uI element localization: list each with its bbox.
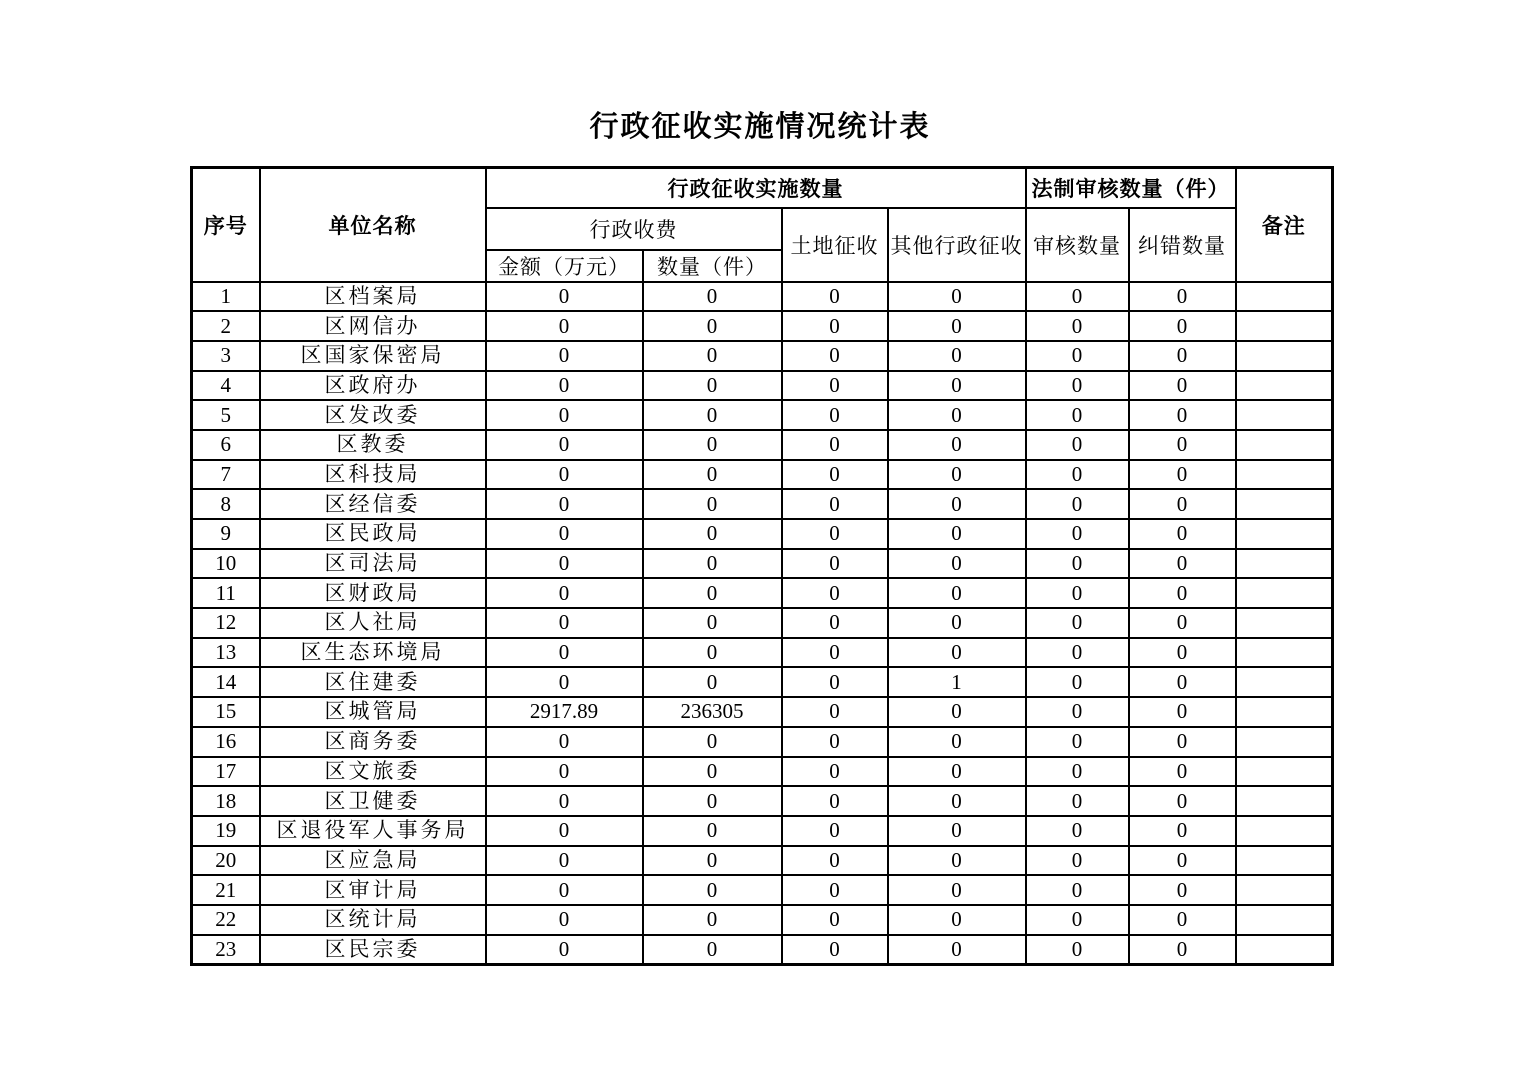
correction-count-cell: 0 <box>1129 311 1236 341</box>
land-levy-cell: 0 <box>782 371 888 401</box>
table-header <box>192 168 1333 282</box>
remark-cell <box>1236 460 1333 490</box>
table-row <box>192 816 1333 846</box>
correction-count-cell: 0 <box>1129 697 1236 727</box>
header-levy-group: 行政征收实施数量 <box>486 168 1026 208</box>
remark-cell <box>1236 875 1333 905</box>
review-count-cell: 0 <box>1026 638 1129 668</box>
statistics-table <box>190 166 1334 966</box>
correction-count-cell: 0 <box>1129 905 1236 935</box>
land-levy-cell: 0 <box>782 875 888 905</box>
quantity-cell: 0 <box>643 608 782 638</box>
row-index-cell: 8 <box>192 489 260 519</box>
header-unit-name: 单位名称 <box>260 168 486 282</box>
remark-cell <box>1236 400 1333 430</box>
row-index-cell: 16 <box>192 727 260 757</box>
table-row <box>192 578 1333 608</box>
table-row <box>192 489 1333 519</box>
land-levy-cell: 0 <box>782 786 888 816</box>
row-index-cell: 4 <box>192 371 260 401</box>
remark-cell <box>1236 608 1333 638</box>
other-levy-cell: 0 <box>888 578 1026 608</box>
unit-name-cell: 区国家保密局 <box>260 341 486 371</box>
other-levy-cell: 0 <box>888 816 1026 846</box>
review-count-cell: 0 <box>1026 549 1129 579</box>
row-index-cell: 17 <box>192 757 260 787</box>
review-count-cell: 0 <box>1026 460 1129 490</box>
other-levy-cell: 0 <box>888 282 1026 312</box>
statistics-table-container <box>190 166 1334 966</box>
row-index-cell: 13 <box>192 638 260 668</box>
amount-cell: 0 <box>486 341 643 371</box>
other-levy-cell: 0 <box>888 341 1026 371</box>
quantity-cell: 0 <box>643 430 782 460</box>
correction-count-cell: 0 <box>1129 400 1236 430</box>
land-levy-cell: 0 <box>782 697 888 727</box>
review-count-cell: 0 <box>1026 371 1129 401</box>
unit-name-cell: 区档案局 <box>260 282 486 312</box>
other-levy-cell: 0 <box>888 905 1026 935</box>
row-index-cell: 7 <box>192 460 260 490</box>
quantity-cell: 0 <box>643 786 782 816</box>
row-index-cell: 19 <box>192 816 260 846</box>
unit-name-cell: 区审计局 <box>260 875 486 905</box>
unit-name-cell: 区网信办 <box>260 311 486 341</box>
table-row <box>192 460 1333 490</box>
header-index: 序号 <box>192 168 260 282</box>
land-levy-cell: 0 <box>782 311 888 341</box>
amount-cell: 0 <box>486 875 643 905</box>
land-levy-cell: 0 <box>782 460 888 490</box>
unit-name-cell: 区教委 <box>260 430 486 460</box>
unit-name-cell: 区科技局 <box>260 460 486 490</box>
unit-name-cell: 区统计局 <box>260 905 486 935</box>
unit-name-cell: 区生态环境局 <box>260 638 486 668</box>
unit-name-cell: 区民政局 <box>260 519 486 549</box>
quantity-cell: 0 <box>643 282 782 312</box>
correction-count-cell: 0 <box>1129 786 1236 816</box>
correction-count-cell: 0 <box>1129 757 1236 787</box>
unit-name-cell: 区城管局 <box>260 697 486 727</box>
page-title: 行政征收实施情况统计表 <box>589 111 931 143</box>
row-index-cell: 12 <box>192 608 260 638</box>
row-index-cell: 5 <box>192 400 260 430</box>
review-count-cell: 0 <box>1026 875 1129 905</box>
remark-cell <box>1236 935 1333 965</box>
review-count-cell: 0 <box>1026 786 1129 816</box>
correction-count-cell: 0 <box>1129 935 1236 965</box>
unit-name-cell: 区经信委 <box>260 489 486 519</box>
other-levy-cell: 0 <box>888 935 1026 965</box>
correction-count-cell: 0 <box>1129 875 1236 905</box>
review-count-cell: 0 <box>1026 697 1129 727</box>
row-index-cell: 14 <box>192 667 260 697</box>
quantity-cell: 0 <box>643 311 782 341</box>
land-levy-cell: 0 <box>782 341 888 371</box>
amount-cell: 0 <box>486 282 643 312</box>
quantity-cell: 0 <box>643 400 782 430</box>
remark-cell <box>1236 638 1333 668</box>
header-quantity: 数量（件） <box>643 250 782 282</box>
unit-name-cell: 区人社局 <box>260 608 486 638</box>
header-review-group: 法制审核数量（件） <box>1026 168 1236 208</box>
correction-count-cell: 0 <box>1129 460 1236 490</box>
amount-cell: 0 <box>486 846 643 876</box>
header-amount: 金额（万元） <box>486 250 643 282</box>
unit-name-cell: 区财政局 <box>260 578 486 608</box>
amount-cell: 0 <box>486 549 643 579</box>
quantity-cell: 0 <box>643 519 782 549</box>
table-row <box>192 430 1333 460</box>
review-count-cell: 0 <box>1026 341 1129 371</box>
remark-cell <box>1236 727 1333 757</box>
remark-cell <box>1236 757 1333 787</box>
other-levy-cell: 0 <box>888 460 1026 490</box>
remark-cell <box>1236 519 1333 549</box>
remark-cell <box>1236 578 1333 608</box>
land-levy-cell: 0 <box>782 608 888 638</box>
remark-cell <box>1236 905 1333 935</box>
table-row <box>192 697 1333 727</box>
land-levy-cell: 0 <box>782 667 888 697</box>
amount-cell: 0 <box>486 460 643 490</box>
amount-cell: 0 <box>486 608 643 638</box>
table-row <box>192 935 1333 965</box>
row-index-cell: 20 <box>192 846 260 876</box>
header-land-levy: 土地征收 <box>782 208 888 282</box>
header-row-1 <box>192 168 1333 208</box>
amount-cell: 0 <box>486 371 643 401</box>
review-count-cell: 0 <box>1026 311 1129 341</box>
unit-name-cell: 区民宗委 <box>260 935 486 965</box>
remark-cell <box>1236 489 1333 519</box>
review-count-cell: 0 <box>1026 757 1129 787</box>
amount-cell: 0 <box>486 816 643 846</box>
land-levy-cell: 0 <box>782 816 888 846</box>
row-index-cell: 10 <box>192 549 260 579</box>
land-levy-cell: 0 <box>782 430 888 460</box>
amount-cell: 2917.89 <box>486 697 643 727</box>
correction-count-cell: 0 <box>1129 578 1236 608</box>
review-count-cell: 0 <box>1026 608 1129 638</box>
other-levy-cell: 0 <box>888 727 1026 757</box>
land-levy-cell: 0 <box>782 489 888 519</box>
unit-name-cell: 区政府办 <box>260 371 486 401</box>
review-count-cell: 0 <box>1026 816 1129 846</box>
correction-count-cell: 0 <box>1129 846 1236 876</box>
quantity-cell: 236305 <box>643 697 782 727</box>
correction-count-cell: 0 <box>1129 430 1236 460</box>
correction-count-cell: 0 <box>1129 608 1236 638</box>
correction-count-cell: 0 <box>1129 371 1236 401</box>
land-levy-cell: 0 <box>782 282 888 312</box>
quantity-cell: 0 <box>643 460 782 490</box>
row-index-cell: 18 <box>192 786 260 816</box>
other-levy-cell: 0 <box>888 400 1026 430</box>
other-levy-cell: 0 <box>888 489 1026 519</box>
remark-cell <box>1236 667 1333 697</box>
quantity-cell: 0 <box>643 727 782 757</box>
table-row <box>192 638 1333 668</box>
other-levy-cell: 0 <box>888 638 1026 668</box>
quantity-cell: 0 <box>643 578 782 608</box>
unit-name-cell: 区退役军人事务局 <box>260 816 486 846</box>
land-levy-cell: 0 <box>782 549 888 579</box>
amount-cell: 0 <box>486 935 643 965</box>
table-row <box>192 846 1333 876</box>
quantity-cell: 0 <box>643 549 782 579</box>
quantity-cell: 0 <box>643 905 782 935</box>
amount-cell: 0 <box>486 519 643 549</box>
correction-count-cell: 0 <box>1129 638 1236 668</box>
amount-cell: 0 <box>486 638 643 668</box>
quantity-cell: 0 <box>643 341 782 371</box>
table-row <box>192 311 1333 341</box>
other-levy-cell: 0 <box>888 875 1026 905</box>
amount-cell: 0 <box>486 757 643 787</box>
amount-cell: 0 <box>486 786 643 816</box>
review-count-cell: 0 <box>1026 519 1129 549</box>
quantity-cell: 0 <box>643 846 782 876</box>
table-row <box>192 400 1333 430</box>
land-levy-cell: 0 <box>782 519 888 549</box>
amount-cell: 0 <box>486 311 643 341</box>
remark-cell <box>1236 371 1333 401</box>
other-levy-cell: 0 <box>888 697 1026 727</box>
other-levy-cell: 0 <box>888 430 1026 460</box>
table-row <box>192 727 1333 757</box>
other-levy-cell: 1 <box>888 667 1026 697</box>
table-row <box>192 875 1333 905</box>
row-index-cell: 3 <box>192 341 260 371</box>
other-levy-cell: 0 <box>888 846 1026 876</box>
unit-name-cell: 区住建委 <box>260 667 486 697</box>
table-row <box>192 341 1333 371</box>
row-index-cell: 11 <box>192 578 260 608</box>
remark-cell <box>1236 697 1333 727</box>
header-review-count: 审核数量 <box>1026 208 1129 282</box>
correction-count-cell: 0 <box>1129 816 1236 846</box>
table-body <box>192 282 1333 965</box>
quantity-cell: 0 <box>643 489 782 519</box>
row-index-cell: 15 <box>192 697 260 727</box>
correction-count-cell: 0 <box>1129 282 1236 312</box>
review-count-cell: 0 <box>1026 430 1129 460</box>
correction-count-cell: 0 <box>1129 519 1236 549</box>
land-levy-cell: 0 <box>782 846 888 876</box>
other-levy-cell: 0 <box>888 608 1026 638</box>
amount-cell: 0 <box>486 667 643 697</box>
unit-name-cell: 区发改委 <box>260 400 486 430</box>
row-index-cell: 9 <box>192 519 260 549</box>
quantity-cell: 0 <box>643 935 782 965</box>
correction-count-cell: 0 <box>1129 489 1236 519</box>
review-count-cell: 0 <box>1026 400 1129 430</box>
header-correction-count: 纠错数量 <box>1129 208 1236 282</box>
other-levy-cell: 0 <box>888 371 1026 401</box>
unit-name-cell: 区应急局 <box>260 846 486 876</box>
unit-name-cell: 区卫健委 <box>260 786 486 816</box>
quantity-cell: 0 <box>643 875 782 905</box>
table-row <box>192 786 1333 816</box>
table-row <box>192 757 1333 787</box>
review-count-cell: 0 <box>1026 727 1129 757</box>
row-index-cell: 1 <box>192 282 260 312</box>
review-count-cell: 0 <box>1026 282 1129 312</box>
remark-cell <box>1236 549 1333 579</box>
remark-cell <box>1236 816 1333 846</box>
review-count-cell: 0 <box>1026 935 1129 965</box>
review-count-cell: 0 <box>1026 667 1129 697</box>
header-remarks: 备注 <box>1236 168 1333 282</box>
quantity-cell: 0 <box>643 371 782 401</box>
land-levy-cell: 0 <box>782 935 888 965</box>
quantity-cell: 0 <box>643 638 782 668</box>
unit-name-cell: 区文旅委 <box>260 757 486 787</box>
unit-name-cell: 区司法局 <box>260 549 486 579</box>
quantity-cell: 0 <box>643 816 782 846</box>
land-levy-cell: 0 <box>782 400 888 430</box>
remark-cell <box>1236 430 1333 460</box>
review-count-cell: 0 <box>1026 905 1129 935</box>
amount-cell: 0 <box>486 430 643 460</box>
correction-count-cell: 0 <box>1129 549 1236 579</box>
amount-cell: 0 <box>486 905 643 935</box>
correction-count-cell: 0 <box>1129 667 1236 697</box>
table-row <box>192 282 1333 312</box>
review-count-cell: 0 <box>1026 489 1129 519</box>
header-admin-fee: 行政收费 <box>486 208 782 250</box>
remark-cell <box>1236 846 1333 876</box>
other-levy-cell: 0 <box>888 757 1026 787</box>
table-row <box>192 667 1333 697</box>
other-levy-cell: 0 <box>888 549 1026 579</box>
table-row <box>192 608 1333 638</box>
table-row <box>192 371 1333 401</box>
land-levy-cell: 0 <box>782 578 888 608</box>
quantity-cell: 0 <box>643 667 782 697</box>
land-levy-cell: 0 <box>782 905 888 935</box>
row-index-cell: 21 <box>192 875 260 905</box>
table-row <box>192 905 1333 935</box>
land-levy-cell: 0 <box>782 638 888 668</box>
row-index-cell: 23 <box>192 935 260 965</box>
unit-name-cell: 区商务委 <box>260 727 486 757</box>
remark-cell <box>1236 311 1333 341</box>
amount-cell: 0 <box>486 400 643 430</box>
remark-cell <box>1236 341 1333 371</box>
land-levy-cell: 0 <box>782 727 888 757</box>
remark-cell <box>1236 786 1333 816</box>
land-levy-cell: 0 <box>782 757 888 787</box>
correction-count-cell: 0 <box>1129 727 1236 757</box>
correction-count-cell: 0 <box>1129 341 1236 371</box>
amount-cell: 0 <box>486 578 643 608</box>
amount-cell: 0 <box>486 489 643 519</box>
table-row <box>192 519 1333 549</box>
quantity-cell: 0 <box>643 757 782 787</box>
row-index-cell: 2 <box>192 311 260 341</box>
remark-cell <box>1236 282 1333 312</box>
row-index-cell: 22 <box>192 905 260 935</box>
row-index-cell: 6 <box>192 430 260 460</box>
table-row <box>192 549 1333 579</box>
other-levy-cell: 0 <box>888 519 1026 549</box>
other-levy-cell: 0 <box>888 311 1026 341</box>
review-count-cell: 0 <box>1026 578 1129 608</box>
amount-cell: 0 <box>486 727 643 757</box>
header-other-levy: 其他行政征收 <box>888 208 1026 282</box>
review-count-cell: 0 <box>1026 846 1129 876</box>
other-levy-cell: 0 <box>888 786 1026 816</box>
